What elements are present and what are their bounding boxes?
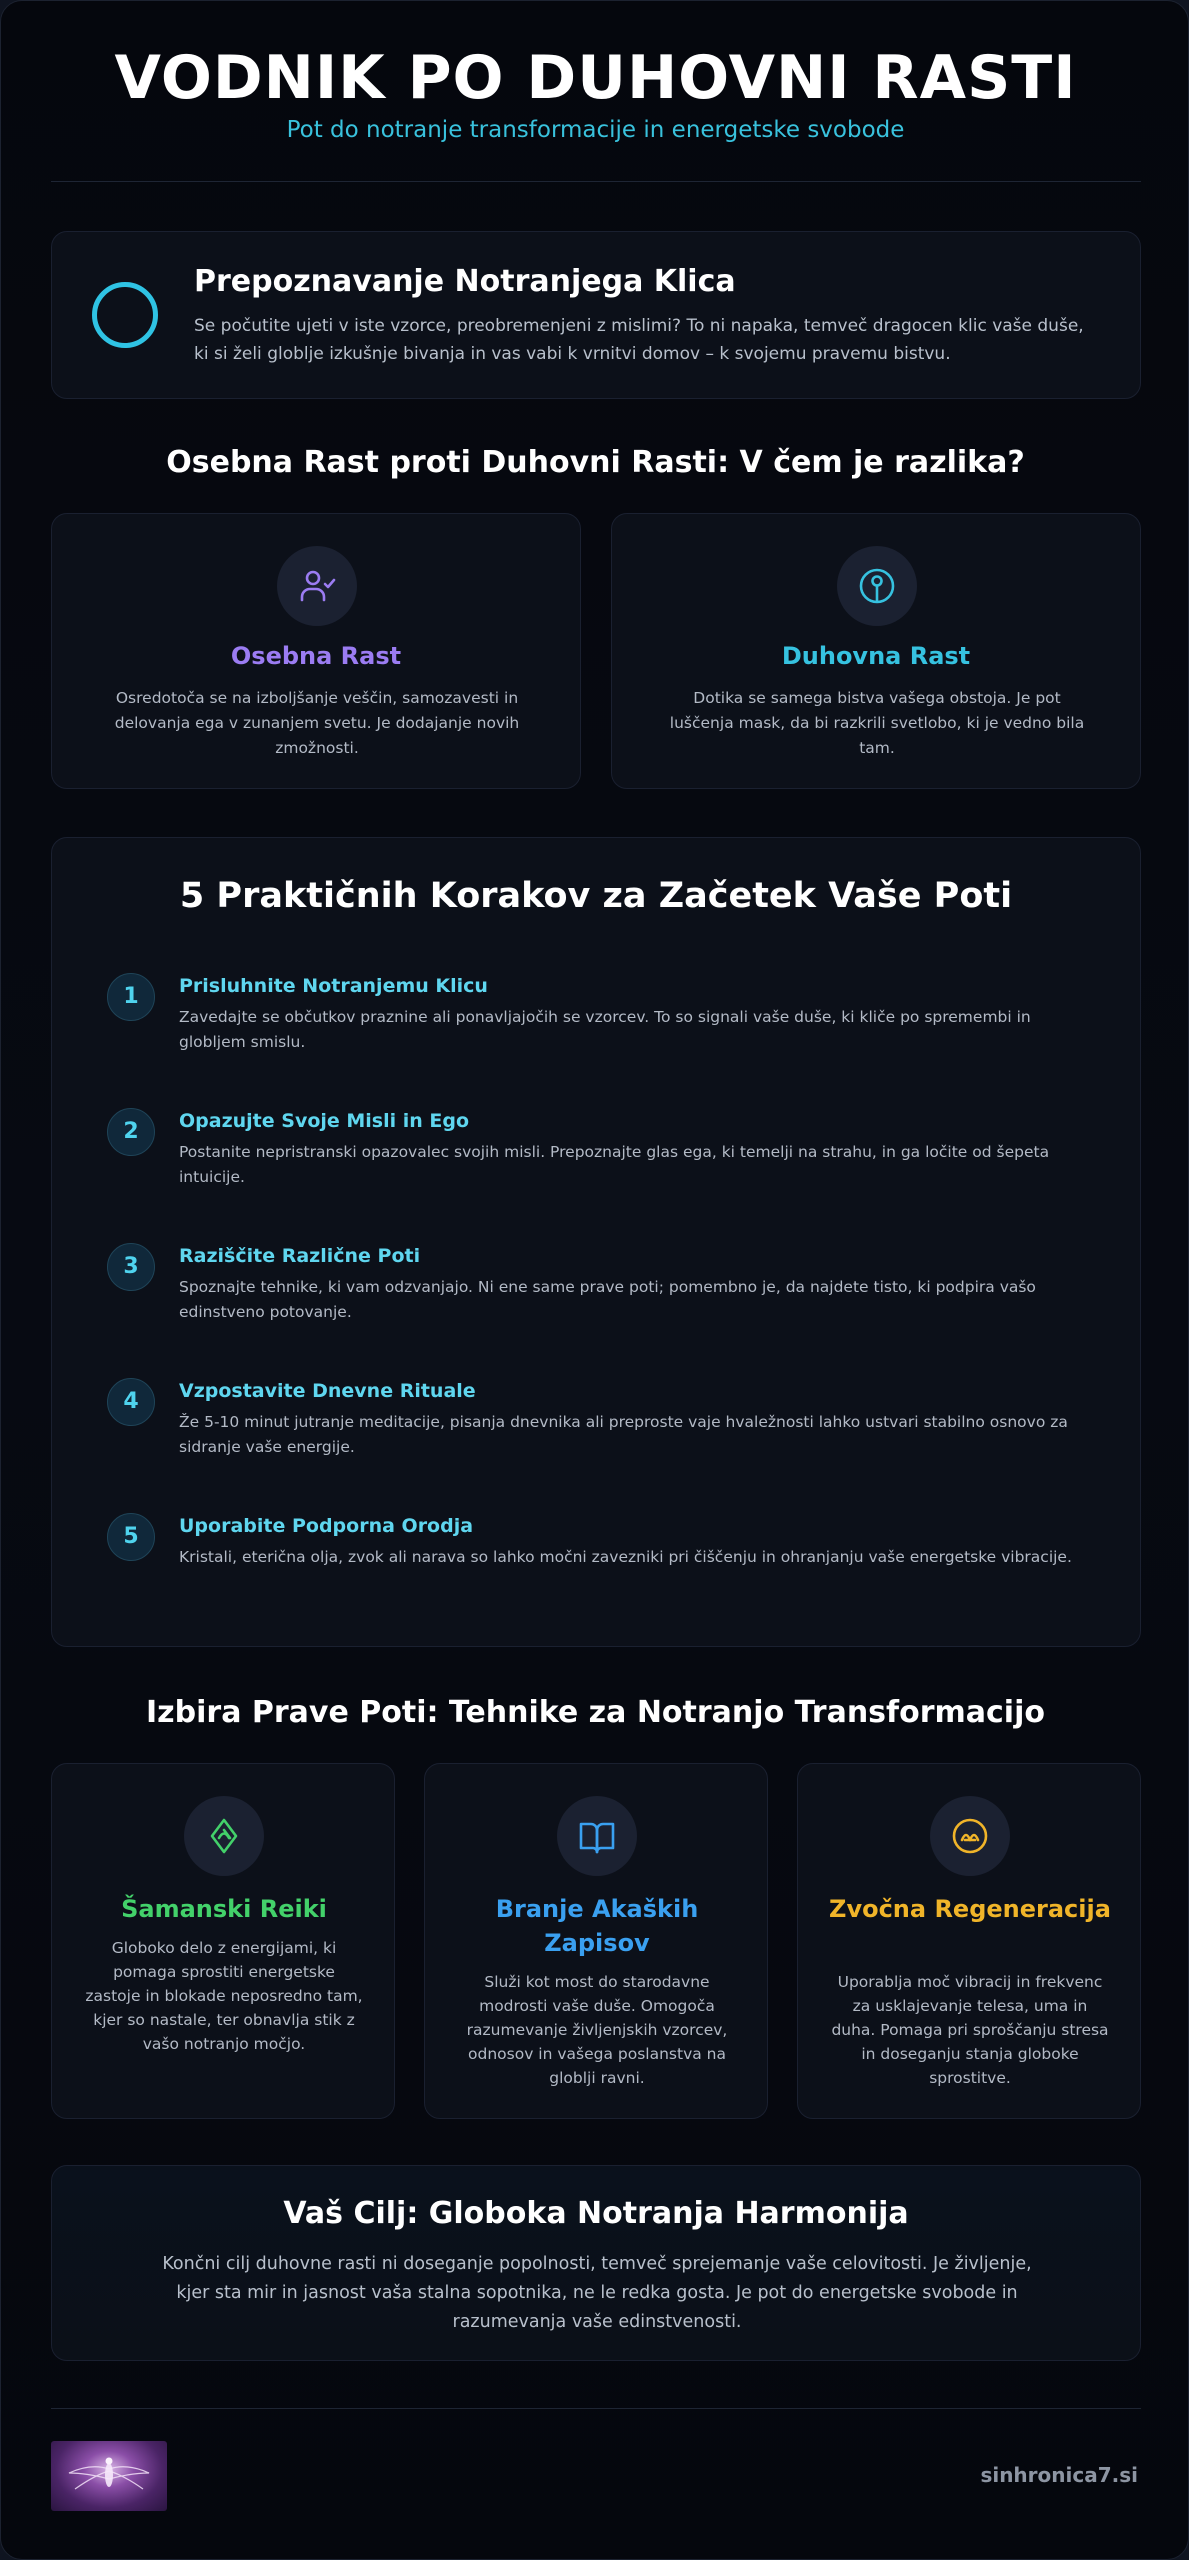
technique-text: Služi kot most do starodavne modrosti vaše duše. Omogoča razumevanje življenjskih vzorcev, odnosov in vašega poslanstva na globlji ravni. [466,1973,728,2087]
step-title: Opazujte Svoje Misli in Ego [179,1110,470,1132]
step-item [52,1108,1142,1218]
reiki-hands-icon [184,1796,264,1876]
spiritual-growth-title: Duhovna Rast [781,642,971,670]
personal-growth-title: Osebna Rast [230,642,402,670]
technique-card-akashic [424,1763,768,2119]
technique-title: Branje Akaških Zapisov [495,1895,699,1957]
technique-card-reiki [51,1763,395,2119]
step-title: Uporabite Podporna Orodja [179,1515,474,1537]
step-number: 4 [107,1378,155,1426]
sound-wave-icon [930,1796,1010,1876]
inner-call-text: Se počutite ujeti v iste vzorce, preobremenjeni z mislimi? To ni napaka, temveč dragocen klic vaše duše, ki si želi globlje izkušnje bivanja in vas vabi k vrnitvi domov – k svojemu pravemu bistvu. [194,316,1084,364]
comparison-heading: Osebna Rast proti Duhovni Rasti: V čem je razlika? [166,445,1025,480]
personal-growth-text: Osredotoča se na izboljšanje veščin, samozavesti in delovanja ega v zunanjem svetu. Je dodajanje novih zmožnosti. [114,689,520,757]
open-book-icon [557,1796,637,1876]
goal-text: Končni cilj duhovne rasti ni doseganje popolnosti, temveč sprejemanje vaše celovitosti. Je življenje, kjer sta mir in jasnost vaša stalna sopotnika, ne le redka gosta. Je pot do energetske svobode in razumevanja vaše edinstvenosti. [162,2254,1032,2332]
steps-card [51,837,1141,1647]
page-title: VODNIK PO DUHOVNI RASTI [114,43,1077,113]
step-text: Že 5-10 minut jutranje meditacije, pisanja dnevnika ali preproste vaje hvaležnosti lahko ustvari stabilno osnovo za sidranje vaše energije. [179,1413,1068,1456]
spiritual-growth-text: Dotika se samega bistva vašega obstoja. Je pot luščenja mask, da bi razkrili svetlobo, ki je vedno bila tam. [669,689,1085,757]
footer-logo-image [51,2441,167,2511]
inner-call-card [51,231,1141,399]
ring-icon [92,282,158,348]
personal-growth-card [51,513,581,789]
page-subtitle: Pot do notranje transformacije in energetske svobode [286,117,905,143]
header [1,1,1189,181]
step-item [52,1378,1142,1488]
header-divider [51,181,1141,182]
goal-card [51,2165,1141,2361]
technique-card-sound [797,1763,1141,2119]
step-item [52,973,1142,1083]
footer-divider [51,2408,1141,2409]
step-title: Raziščite Različne Poti [179,1245,421,1267]
step-text: Postanite nepristranski opazovalec svojih misli. Prepoznajte glas ega, ki temelji na strahu, in ga ločite od šepeta intuicije. [179,1143,1050,1186]
footer-site-link[interactable]: sinhronica7.si [980,2463,1138,2487]
spirit-pin-icon [837,546,917,626]
spiritual-growth-card [611,513,1141,789]
technique-title: Zvočna Regeneracija [829,1895,1111,1923]
step-number: 3 [107,1243,155,1291]
step-number: 1 [107,973,155,1021]
techniques-heading: Izbira Prave Poti: Tehnike za Notranjo Transformacijo [146,1695,1045,1730]
inner-call-title: Prepoznavanje Notranjega Klica [194,264,736,299]
goal-title: Vaš Cilj: Globoka Notranja Harmonija [283,2196,909,2231]
step-text: Kristali, eterična olja, zvok ali narava so lahko močni zavezniki pri čiščenju in ohranjanju vaše energetske vibracije. [179,1548,1072,1566]
step-item [52,1243,1142,1353]
step-number: 5 [107,1513,155,1561]
step-number: 2 [107,1108,155,1156]
step-item [52,1513,1142,1623]
technique-text: Uporablja moč vibracij in frekvenc za usklajevanje telesa, uma in duha. Pomaga pri sproščanju stresa in doseganju stanja globoke sprostitve. [831,1973,1109,2087]
steps-heading: 5 Praktičnih Korakov za Začetek Vaše Poti [179,876,1013,916]
step-text: Spoznajte tehnike, ki vam odzvanjajo. Ni ene same prave poti; pomembno je, da najdete tisto, ki podpira vašo edinstveno potovanje. [179,1278,1036,1321]
step-title: Prisluhnite Notranjemu Klicu [179,975,488,997]
step-text: Zavedajte se občutkov praznine ali ponavljajočih se vzorcev. To so signali vaše duše, ki kliče po spremembi in globljem smislu. [179,1008,1031,1051]
technique-text: Globoko delo z energijami, ki pomaga sprostiti energetske zastoje in blokade neposredno tam, kjer so nastale, ter obnavlja stik z vašo notranjo močjo. [85,1939,363,2053]
step-title: Vzpostavite Dnevne Rituale [179,1380,476,1402]
user-check-icon [277,546,357,626]
technique-title: Šamanski Reiki [121,1895,327,1923]
